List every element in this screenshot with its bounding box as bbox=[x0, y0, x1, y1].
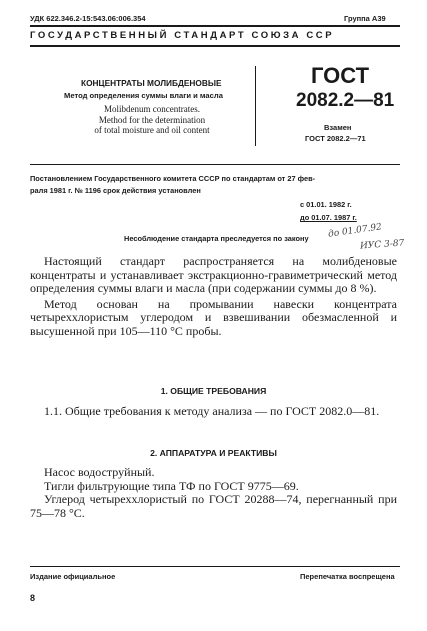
page-number: 8 bbox=[30, 593, 36, 603]
noncompliance-notice: Несоблюдение стандарта преследуется по закону bbox=[124, 234, 309, 243]
edition-note: Издание официальное bbox=[30, 572, 116, 581]
replaces-value: ГОСТ 2082.2—71 bbox=[305, 134, 366, 143]
gost-label: ГОСТ bbox=[311, 63, 370, 88]
decree-line-1: Постановлением Государственного комитета СССР по стандартам от 27 фев- bbox=[30, 174, 316, 183]
english-title-line: of total moisture and oil content bbox=[94, 125, 210, 135]
reprint-note: Перепечатка воспрещена bbox=[300, 572, 395, 581]
document-subtitle: Метод определения суммы влаги и масла bbox=[64, 91, 223, 100]
english-title-line: Method for the determination bbox=[98, 114, 206, 125]
standard-title: ГОСУДАРСТВЕННЫЙ СТАНДАРТ СОЮЗА ССР bbox=[30, 30, 335, 41]
handwritten-amendment: ИУС 3-87 bbox=[359, 238, 405, 252]
decree-rule bbox=[30, 164, 400, 165]
reagent-item: Насос водоструйный. bbox=[44, 465, 155, 479]
decree-line-2: раля 1981 г. № 1196 срок действия установлен bbox=[30, 186, 201, 195]
section-1-body bbox=[30, 405, 397, 419]
section-heading: 2. АППАРАТУРА И РЕАКТИВЫ bbox=[150, 448, 277, 458]
intro-paragraph: Метод основан на промывании навески концентрата четыреххлористым углеродом и взвешивании обезмасленной и высушенной при 105—110 °С пробы. bbox=[30, 296, 397, 338]
handwritten-note: до 01.07.92 bbox=[327, 222, 383, 240]
validity-to: до 01.07. 1987 г. bbox=[300, 213, 357, 222]
reagent-item: Тигли фильтрующие типа ТФ по ГОСТ 9775—69. bbox=[44, 478, 299, 493]
section-2-body bbox=[30, 466, 397, 520]
section-heading: 1. ОБЩИЕ ТРЕБОВАНИЯ bbox=[160, 386, 267, 396]
document-title: КОНЦЕНТРАТЫ МОЛИБДЕНОВЫЕ bbox=[81, 78, 222, 88]
gost-number: 2082.2—81 bbox=[296, 90, 395, 111]
udk-code: УДК 622.346.2-15:543.06:006.354 bbox=[30, 14, 146, 23]
group-code: Группа А39 bbox=[344, 14, 386, 23]
intro-section bbox=[30, 255, 397, 339]
title-divider bbox=[255, 66, 256, 146]
footer-rule bbox=[30, 566, 400, 567]
english-title bbox=[87, 104, 217, 136]
validity-from: с 01.01. 1982 г. bbox=[300, 200, 352, 209]
header-bottom-rule bbox=[30, 45, 400, 47]
section-paragraph: 1.1. Общие требования к методу анализа — по ГОСТ 2082.0—81. bbox=[44, 404, 380, 418]
replaces-label: Взамен bbox=[324, 123, 352, 132]
intro-paragraph: Настоящий стандарт распространяется на молибденовые концентраты и устанавливает экстракционно-гравиметрический метод определения суммы влаги и масла (при содержании суммы до 8 %). bbox=[30, 254, 397, 296]
header-top-rule bbox=[30, 25, 400, 27]
reagent-item: Углерод четыреххлористый по ГОСТ 20288—74, перегнанный при 75—78 °С. bbox=[30, 492, 397, 520]
english-title-line: Molibdenum concentrates. bbox=[104, 104, 200, 114]
